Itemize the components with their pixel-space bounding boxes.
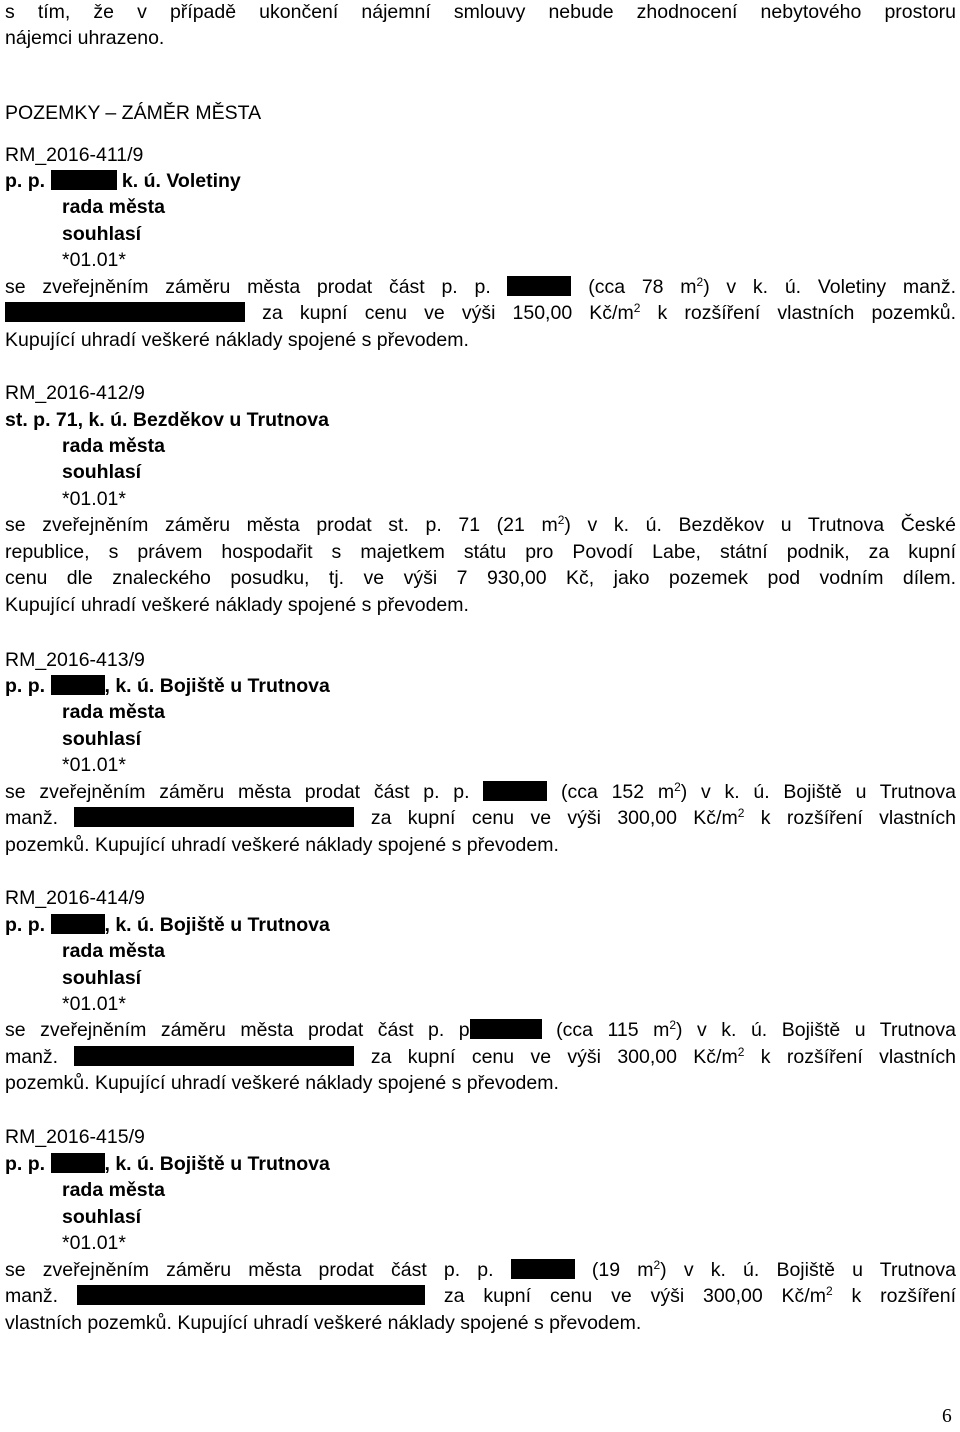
redaction-block [77,1285,425,1305]
heading-text: p. p. [5,1153,46,1175]
section-title: POZEMKY – ZÁMĚR MĚSTA [5,102,262,124]
resolution-id: RM_2016-412/9 [5,382,145,404]
redaction-block [511,1259,575,1279]
text: za kupní cenu ve výši 300,00 Kč/m [443,1285,826,1307]
redaction-block [74,807,354,827]
resolution-text-line [5,1044,956,1071]
resolution-heading [5,912,330,939]
resolution-text-line: Kupující uhradí veškeré náklady spojené s převodem. [5,594,469,616]
redaction-block [51,675,105,695]
resolution-heading [5,1151,330,1178]
redaction-block [51,914,105,934]
text: se zveřejněním záměru města prodat část p. p. [5,276,491,298]
text: k rozšíření [851,1285,957,1307]
redaction-block [51,1153,105,1173]
resolution-text-line: pozemků. Kupující uhradí veškeré náklady spojené s převodem. [5,834,559,856]
redaction-block [470,1019,542,1039]
rada-mesta: rada města [62,701,165,723]
text: ) v k. ú. Bojiště u Trutnova [676,1019,956,1041]
resolution-code: *01.01* [62,1232,126,1254]
redaction-block [507,276,571,296]
resolution-text-line [5,779,956,806]
resolution-text-line: Kupující uhradí veškeré náklady spojené s převodem. [5,329,469,351]
intro-line-2: nájemci uhrazeno. [5,27,165,49]
heading-text: p. p. [5,914,46,936]
rada-mesta: rada města [62,435,165,457]
text: se zveřejněním záměru města prodat část p. p [5,1019,470,1041]
redaction-block [74,1046,354,1066]
resolution-text-line: republice, s právem hospodařit s majetkem státu pro Povodí Labe, státní podnik, za kupní [5,541,956,563]
superscript: 2 [825,1284,833,1298]
superscript: 2 [557,513,565,527]
heading-text: , k. ú. Bojiště u Trutnova [104,675,330,697]
superscript: 2 [737,1045,745,1059]
redaction-block [483,781,547,801]
resolution-text-line [5,1283,956,1310]
text: ) v k. ú. Bezděkov u Trutnova České [564,514,957,536]
resolution-text-line [5,512,956,539]
resolution-heading: st. p. 71, k. ú. Bezděkov u Trutnova [5,409,329,431]
text: za kupní cenu ve výši 300,00 Kč/m [370,1046,738,1068]
redaction-block [5,302,245,322]
resolution-id: RM_2016-415/9 [5,1126,145,1148]
resolution-text-line: vlastních pozemků. Kupující uhradí veškeré náklady spojené s převodem. [5,1312,642,1334]
souhlasi: souhlasí [62,223,142,245]
text: k rozšíření vlastních [760,807,957,829]
resolution-text-line: pozemků. Kupující uhradí veškeré náklady spojené s převodem. [5,1072,559,1094]
text: (cca 78 m [588,276,697,298]
text: se zveřejněním záměru města prodat st. p. 71 (21 m [5,514,558,536]
resolution-code: *01.01* [62,249,126,271]
resolution-text-line: cenu dle znaleckého posudku, tj. ve výši 7 930,00 Kč, jako pozemek pod vodním dílem. [5,567,956,589]
resolution-id: RM_2016-414/9 [5,887,145,909]
text: k rozšíření vlastních pozemků. [657,302,957,324]
text: za kupní cenu ve výši 300,00 Kč/m [370,807,738,829]
text: manž. [5,807,59,829]
superscript: 2 [653,1258,661,1272]
text: (cca 152 m [561,781,675,803]
text: manž. [5,1285,59,1307]
heading-text: k. ú. Voletiny [121,170,241,192]
rada-mesta: rada města [62,1179,165,1201]
superscript: 2 [674,780,681,794]
resolution-code: *01.01* [62,754,126,776]
text: za kupní cenu ve výši 150,00 Kč/m [262,302,634,324]
resolution-text-line [5,1017,956,1044]
resolution-text-line [5,805,956,832]
superscript: 2 [669,1018,677,1032]
resolution-text-line [5,300,956,327]
text: ) v k. ú. Voletiny manž. [703,276,956,298]
souhlasi: souhlasí [62,1206,142,1228]
resolution-code: *01.01* [62,488,126,510]
souhlasi: souhlasí [62,461,142,483]
text: ) v k. ú. Bojiště u Trutnova [680,781,957,803]
text: manž. [5,1046,59,1068]
resolution-heading [5,168,241,195]
intro-line-1: s tím, že v případě ukončení nájemní smlouvy nebude zhodnocení nebytového prostoru [5,1,956,23]
text: k rozšíření vlastních [760,1046,957,1068]
page-number: 6 [942,1406,952,1427]
souhlasi: souhlasí [62,728,142,750]
redaction-block [51,170,117,190]
text: ) v k. ú. Bojiště u Trutnova [660,1259,957,1281]
superscript: 2 [737,806,745,820]
resolution-heading [5,673,330,700]
heading-text: p. p. [5,170,46,192]
souhlasi: souhlasí [62,967,142,989]
resolution-id: RM_2016-413/9 [5,649,145,671]
resolution-text-line [5,274,956,301]
superscript: 2 [633,301,641,315]
resolution-id: RM_2016-411/9 [5,144,144,166]
heading-text: , k. ú. Bojiště u Trutnova [104,914,330,936]
superscript: 2 [696,275,704,289]
heading-text: , k. ú. Bojiště u Trutnova [104,1153,330,1175]
rada-mesta: rada města [62,196,165,218]
resolution-text-line [5,1257,956,1284]
text: (cca 115 m [556,1019,670,1041]
text: se zveřejněním záměru města prodat část p. p. [5,781,470,803]
heading-text: p. p. [5,675,46,697]
text: (19 m [591,1259,654,1281]
resolution-code: *01.01* [62,993,126,1015]
rada-mesta: rada města [62,940,165,962]
text: se zveřejněním záměru města prodat část p. p. [5,1259,494,1281]
